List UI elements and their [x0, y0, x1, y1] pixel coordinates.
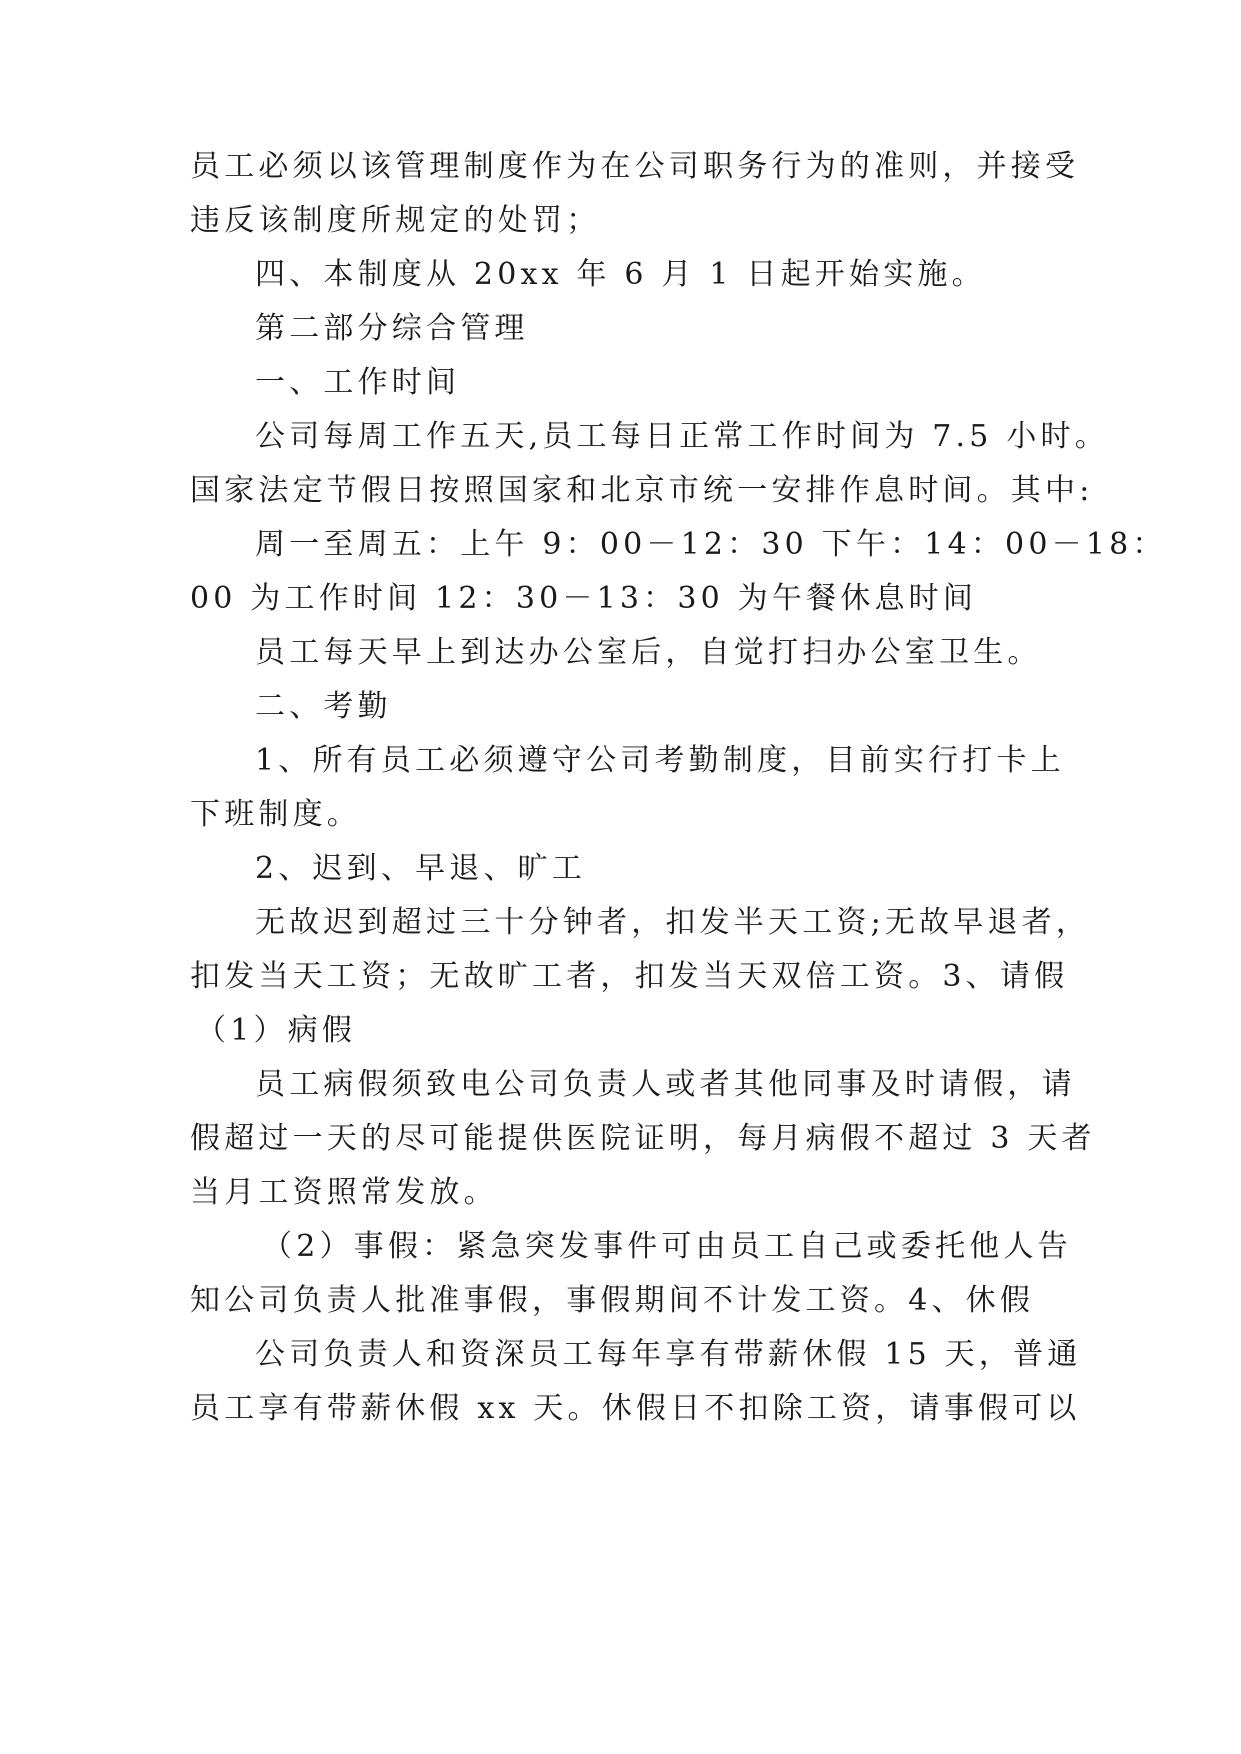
text-line: 知公司负责人批准事假，事假期间不计发工资。4、休假: [190, 1283, 1035, 1318]
text-line: （2）事假：紧急突发事件可由员工自己或委托他人告: [262, 1229, 1072, 1264]
text-line: 周一至周五：上午 9：00－12：30 下午：14：00－18：: [255, 527, 1167, 562]
text-line: 员工每天早上到达办公室后，自觉打扫办公室卫生。: [255, 635, 1042, 670]
text-line: 无故迟到超过三十分钟者，扣发半天工资;无故早退者，: [255, 905, 1091, 940]
text-line: 扣发当天工资；无故旷工者，扣发当天双倍工资。3、请假: [190, 959, 1069, 994]
text-line: 2、迟到、早退、旷工: [255, 851, 587, 886]
text-line: 员工病假须致电公司负责人或者其他同事及时请假，请: [255, 1067, 1076, 1102]
text-line: 公司每周工作五天,员工每日正常工作时间为 7.5 小时。: [255, 419, 1109, 454]
text-line: 00 为工作时间 12：30－13：30 为午餐休息时间: [190, 581, 978, 616]
subsection-heading: 二、考勤: [255, 689, 392, 724]
text-line: 下班制度。: [190, 797, 361, 832]
text-line: 员工享有带薪休假 xx 天。休假日不扣除工资，请事假可以: [190, 1391, 1081, 1426]
section-heading: 第二部分综合管理: [255, 311, 529, 346]
text-line: 员工必须以该管理制度作为在公司职务行为的准则，并接受: [190, 149, 1080, 184]
text-line: 四、本制度从 20xx 年 6 月 1 日起开始实施。: [255, 257, 986, 292]
text-line: 1、所有员工必须遵守公司考勤制度，目前实行打卡上: [255, 743, 1065, 778]
subsection-heading: 一、工作时间: [255, 365, 461, 400]
text-line: 当月工资照常发放。: [190, 1175, 498, 1210]
text-line: （1）病假: [196, 1013, 357, 1048]
text-line: 国家法定节假日按照国家和北京市统一安排作息时间。其中:: [190, 473, 1094, 508]
text-line: 公司负责人和资深员工每年享有带薪休假 15 天，普通: [255, 1337, 1082, 1372]
text-line: 假超过一天的尽可能提供医院证明，每月病假不超过 3 天者: [190, 1121, 1096, 1156]
text-line: 违反该制度所规定的处罚；: [190, 203, 601, 238]
